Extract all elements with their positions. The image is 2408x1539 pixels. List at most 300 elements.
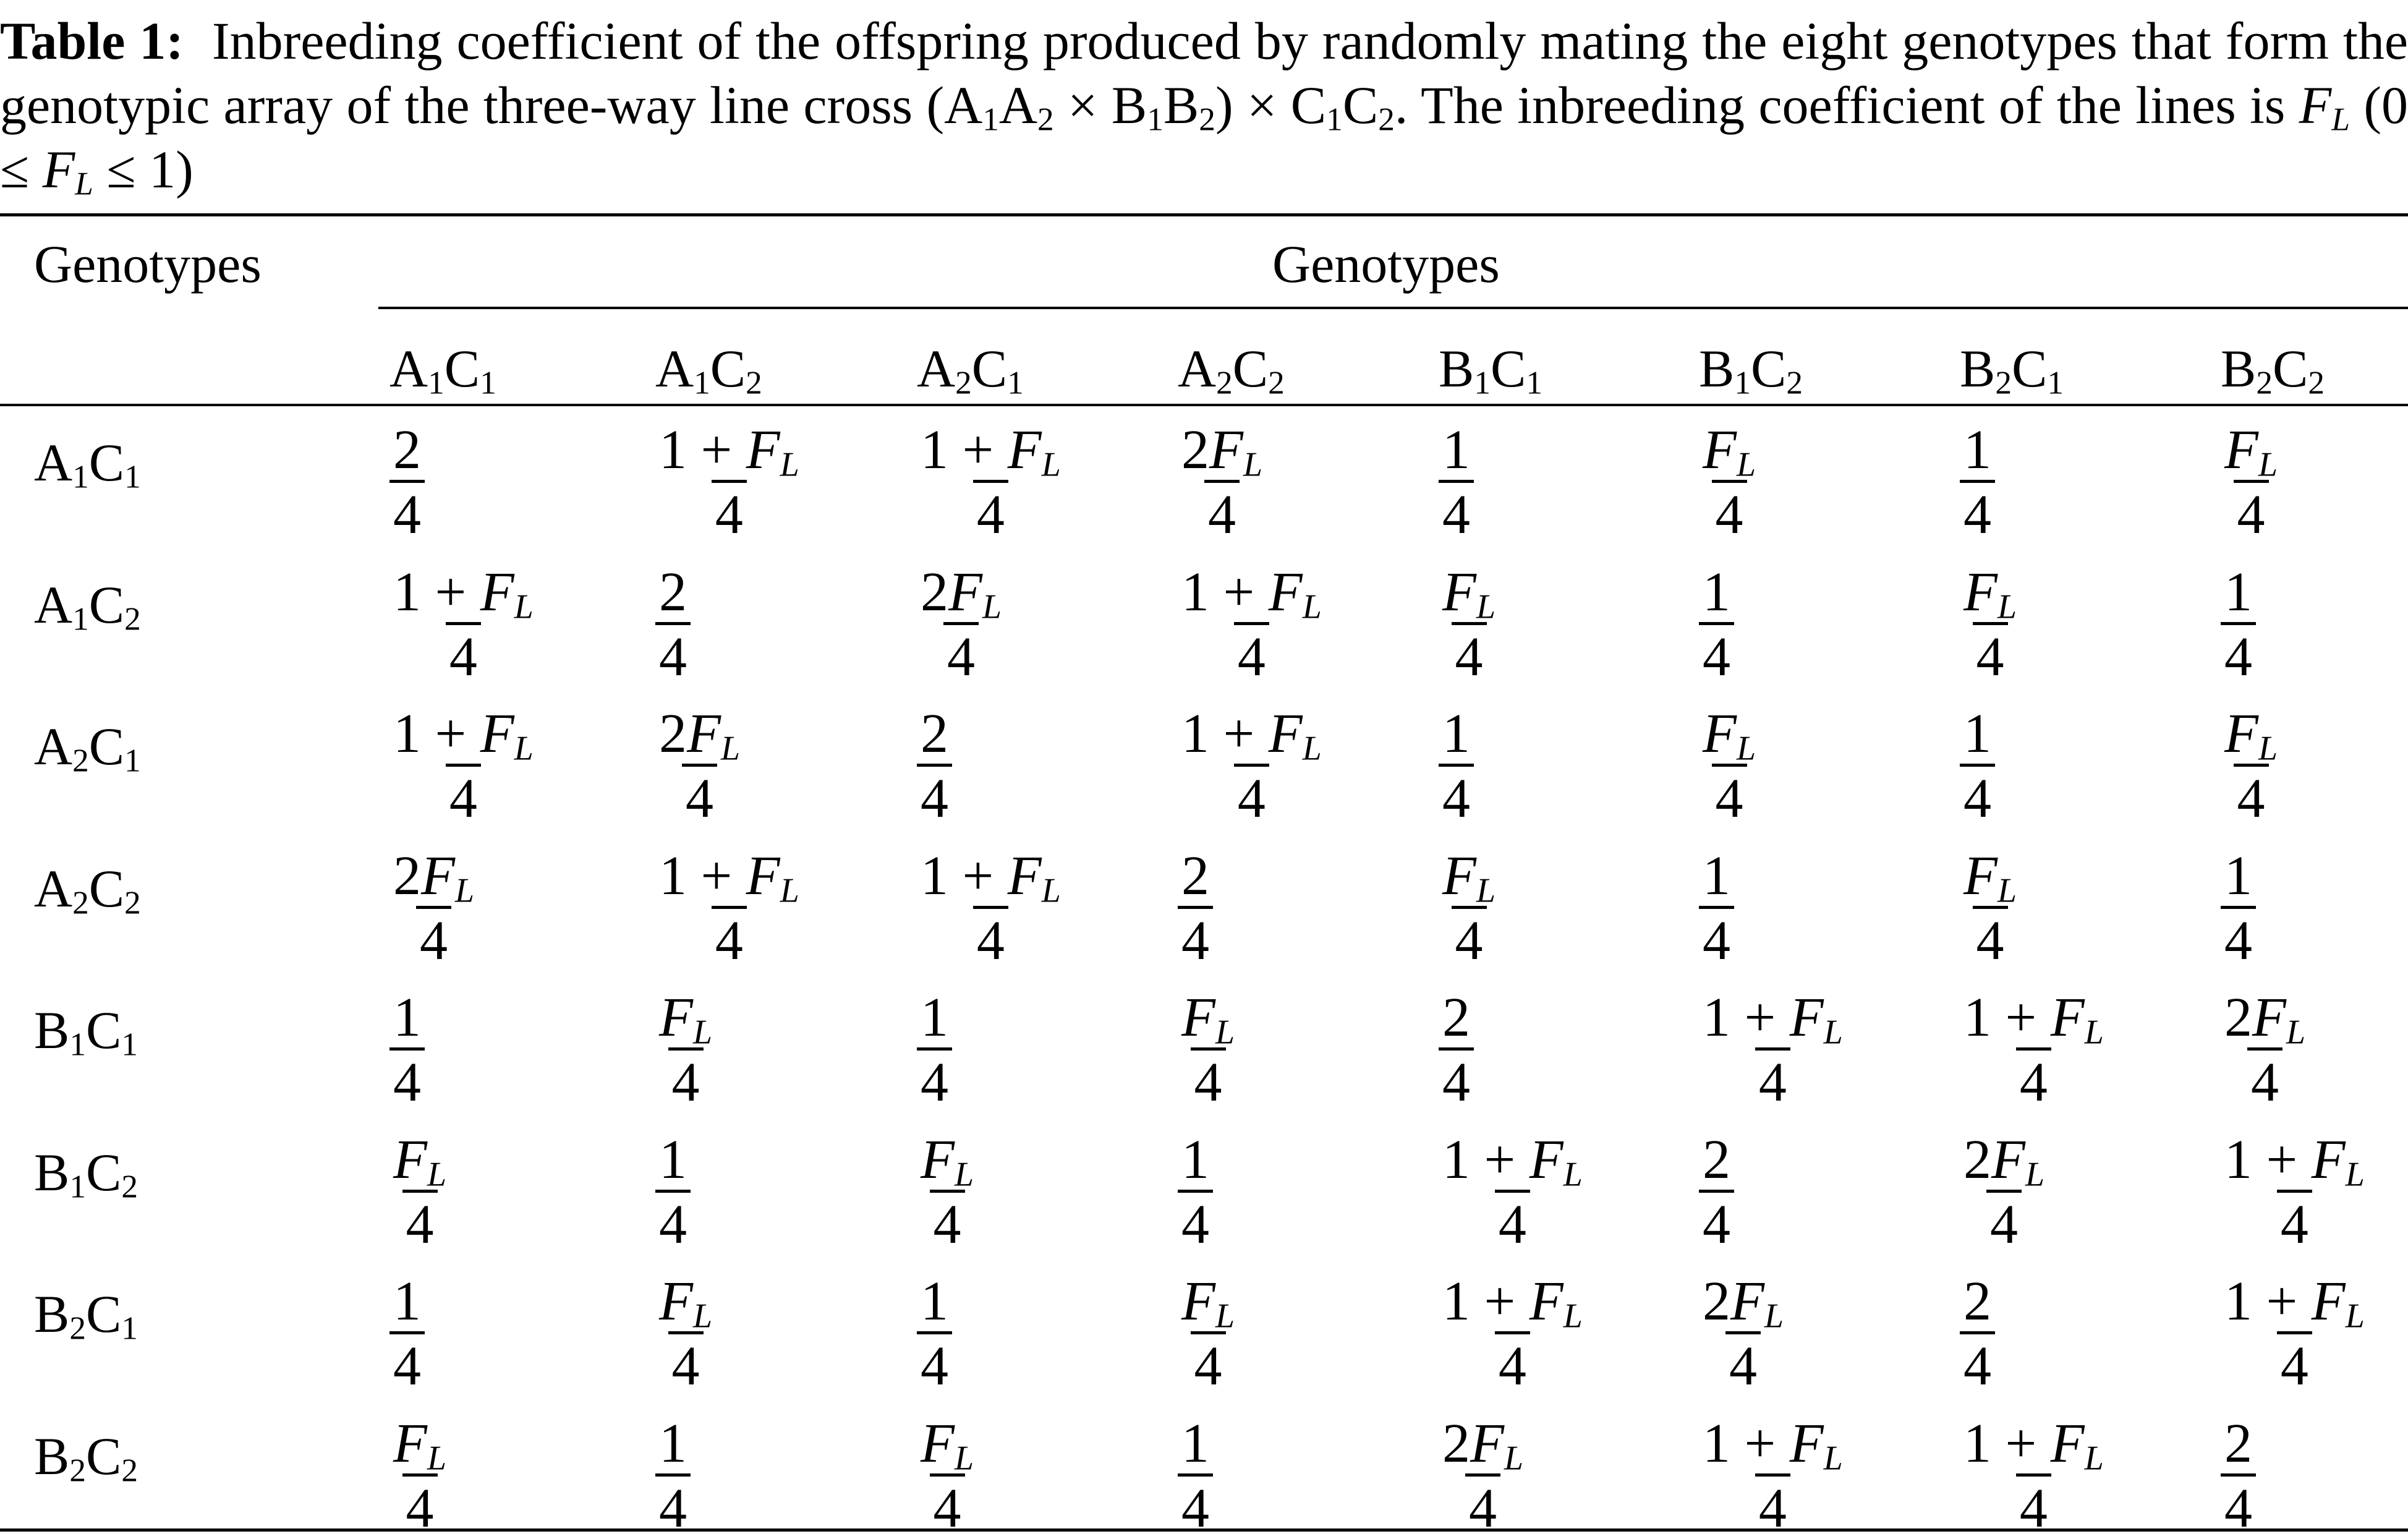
genotype-letter: C	[86, 1284, 122, 1344]
genotype-index: 2	[2308, 364, 2325, 401]
numerator-subscript: L	[692, 1297, 713, 1336]
fraction-denominator: 4	[1495, 1331, 1530, 1396]
numerator-subscript: L	[2084, 1438, 2104, 1477]
numerator-coefficient: 2	[393, 845, 421, 906]
numerator-variable: F	[1963, 561, 1997, 623]
fraction-numerator	[2221, 563, 2256, 622]
fraction-numerator	[1178, 846, 1213, 906]
numerator-subscript: L	[2286, 1013, 2306, 1052]
fraction-numerator	[2221, 846, 2256, 906]
fraction-numerator	[1439, 561, 1499, 626]
row-header	[34, 717, 141, 779]
genotype-index: 1	[69, 1025, 87, 1063]
fraction-denominator: 4	[1755, 1047, 1790, 1112]
fraction-denominator: 4	[416, 906, 451, 971]
fraction-numerator	[2221, 703, 2281, 768]
numerator-variable: F	[1991, 1128, 2025, 1190]
numerator-coefficient: 1 +	[1703, 1412, 1790, 1474]
fraction-numerator	[917, 988, 952, 1047]
fraction-denominator: 4	[917, 764, 952, 829]
genotype-letter: A	[34, 574, 73, 634]
numerator-subscript: L	[982, 587, 1002, 626]
numerator-variable: F	[687, 703, 721, 764]
genotype-letter: B	[34, 1142, 70, 1202]
fraction-numerator	[1439, 704, 1474, 764]
fraction-denominator: 4	[1178, 906, 1213, 971]
numerator-subscript: L	[2258, 729, 2278, 768]
numerator-coefficient: 2	[393, 419, 421, 480]
numerator-coefficient: 1 +	[393, 703, 480, 764]
fraction-numerator	[655, 1271, 716, 1336]
header-bottom-rule	[0, 404, 2408, 406]
fraction-numerator	[1699, 563, 1734, 622]
fraction-numerator	[1960, 420, 1995, 480]
fraction-numerator	[917, 419, 1065, 484]
genotype-letter: B	[1699, 339, 1735, 398]
fraction-numerator	[655, 703, 744, 768]
fraction-denominator: 4	[1452, 906, 1487, 971]
numerator-variable: F	[1789, 1412, 1824, 1474]
table-cell-fraction	[1960, 1414, 2108, 1538]
numerator-coefficient: 1	[1703, 561, 1730, 623]
numerator-variable: F	[948, 561, 982, 623]
row-header	[34, 858, 141, 921]
genotype-index: 1	[72, 458, 89, 495]
table-cell-fraction	[389, 563, 537, 687]
numerator-coefficient: 1 +	[659, 419, 746, 480]
numerator-subscript: L	[1823, 1013, 1843, 1052]
table-cell-fraction	[1439, 988, 1474, 1112]
genotype-letter: A	[1178, 339, 1217, 398]
numerator-coefficient: 2	[1442, 987, 1470, 1048]
column-group-title: Genotypes	[1272, 234, 1500, 294]
caption-label: Table 1:	[0, 11, 184, 70]
table-cell-fraction	[2221, 704, 2281, 829]
fraction-numerator	[1699, 1412, 1847, 1477]
genotype-index: 2	[2256, 364, 2273, 401]
fraction-denominator: 4	[1986, 1190, 2022, 1255]
numerator-variable: F	[1181, 987, 1215, 1048]
numerator-coefficient: 1	[921, 1271, 948, 1332]
column-header	[1960, 339, 2064, 401]
numerator-variable: F	[1268, 561, 1303, 623]
fraction-numerator	[1699, 419, 1759, 484]
fraction-numerator	[655, 1414, 691, 1473]
fraction-numerator	[1960, 704, 1995, 764]
table-cell-fraction	[917, 1130, 977, 1255]
column-header	[655, 339, 762, 401]
column-header	[917, 339, 1024, 401]
fraction-numerator	[1699, 1271, 1787, 1336]
fraction-denominator: 4	[1973, 906, 2008, 971]
genotype-letter: B	[34, 1284, 70, 1344]
numerator-variable: F	[1268, 703, 1303, 764]
numerator-coefficient: 1 +	[1442, 1271, 1529, 1332]
genotype-letter: C	[444, 339, 480, 398]
fraction-denominator: 4	[446, 764, 481, 829]
fraction-numerator	[1960, 845, 2020, 910]
fraction-denominator: 4	[973, 906, 1008, 971]
genotype-letter: A	[34, 433, 73, 492]
row-header	[34, 1142, 138, 1205]
fraction-denominator: 4	[2221, 622, 2256, 687]
fraction-numerator	[389, 988, 425, 1047]
fraction-numerator	[1960, 561, 2020, 626]
table-cell-fraction	[1960, 988, 2108, 1112]
numerator-variable: F	[921, 1128, 955, 1190]
numerator-variable: F	[659, 1271, 693, 1332]
fraction-numerator	[1699, 846, 1734, 906]
genotype-letter: C	[2012, 339, 2048, 398]
table-cell-fraction	[1439, 1272, 1586, 1396]
numerator-coefficient: 1	[921, 987, 948, 1048]
numerator-coefficient: 1	[2224, 845, 2252, 906]
numerator-subscript: L	[720, 729, 741, 768]
fraction-denominator: 4	[2221, 1473, 2256, 1538]
genotype-index: 2	[1268, 364, 1285, 401]
numerator-subscript: L	[427, 1154, 447, 1193]
numerator-coefficient: 1 +	[1181, 703, 1269, 764]
numerator-coefficient: 1	[1963, 419, 1991, 480]
fraction-numerator	[389, 1272, 425, 1331]
numerator-coefficient: 1 +	[2224, 1128, 2312, 1190]
numerator-variable: F	[659, 987, 693, 1048]
genotype-index: 2	[69, 1451, 87, 1489]
table-cell-fraction	[1960, 420, 1995, 545]
column-header	[1699, 339, 1803, 401]
genotype-letter: C	[1232, 339, 1269, 398]
fraction-denominator: 4	[389, 1047, 425, 1112]
table-cell-fraction	[1699, 420, 1759, 545]
table-cell-fraction	[1439, 420, 1474, 545]
numerator-coefficient: 1 +	[659, 845, 746, 906]
fraction-denominator: 4	[446, 622, 481, 687]
numerator-coefficient: 2	[1703, 1271, 1730, 1332]
fraction-denominator: 4	[1973, 622, 2008, 687]
genotype-index: 2	[1216, 364, 1233, 401]
genotype-index: 2	[124, 600, 141, 637]
fraction-numerator	[2221, 1128, 2368, 1193]
numerator-coefficient: 1 +	[921, 845, 1008, 906]
genotype-letter: B	[1439, 339, 1474, 398]
numerator-subscript: L	[2345, 1297, 2365, 1336]
genotype-letter: A	[34, 858, 73, 918]
fraction-numerator	[655, 845, 803, 910]
fraction-denominator: 4	[655, 1473, 691, 1538]
genotype-letter: B	[34, 1000, 70, 1060]
genotype-letter: B	[1960, 339, 1996, 398]
table-cell-fraction	[1439, 704, 1474, 829]
fraction-denominator: 4	[668, 1047, 704, 1112]
fraction-denominator: 4	[1755, 1473, 1790, 1538]
fraction-numerator	[1699, 987, 1847, 1052]
genotype-index: 1	[694, 364, 710, 401]
fraction-denominator: 4	[2277, 1190, 2312, 1255]
fraction-numerator	[655, 1130, 691, 1190]
table-cell-fraction	[2221, 420, 2281, 545]
genotype-letter: A	[389, 339, 428, 398]
table-cell-fraction	[389, 1130, 450, 1255]
numerator-coefficient: 2	[659, 561, 687, 623]
fraction-denominator: 4	[1234, 622, 1269, 687]
numerator-subscript: L	[954, 1154, 974, 1193]
genotype-letter: A	[655, 339, 694, 398]
table-cell-fraction	[917, 563, 1005, 687]
fraction-denominator: 4	[682, 764, 717, 829]
genotype-letter: C	[86, 1142, 122, 1202]
fraction-denominator: 4	[1191, 1047, 1226, 1112]
fraction-numerator	[917, 704, 952, 764]
genotype-index: 1	[2047, 364, 2064, 401]
genotype-index: 2	[124, 884, 141, 921]
fraction-denominator: 4	[1191, 1331, 1226, 1396]
fraction-denominator: 4	[2016, 1047, 2051, 1112]
fraction-numerator	[655, 563, 691, 622]
genotype-index: 2	[72, 741, 89, 779]
genotype-index: 2	[69, 1309, 87, 1347]
fraction-numerator	[1960, 1412, 2108, 1477]
table-cell-fraction	[1699, 846, 1734, 971]
row-header	[34, 1284, 138, 1347]
table-cell-fraction	[389, 1414, 450, 1538]
numerator-coefficient: 2	[1442, 1412, 1470, 1474]
genotype-index: 1	[121, 1309, 138, 1347]
fraction-denominator: 4	[1465, 1473, 1500, 1538]
table-cell-fraction	[2221, 988, 2309, 1112]
numerator-coefficient: 1 +	[1181, 561, 1269, 623]
fraction-denominator: 4	[2234, 480, 2269, 545]
fraction-numerator	[1439, 420, 1474, 480]
fraction-numerator	[1439, 1128, 1586, 1193]
genotype-letter: C	[2273, 339, 2308, 398]
fraction-denominator: 4	[1960, 764, 1995, 829]
table-cell-fraction	[917, 988, 952, 1112]
numerator-subscript: L	[780, 871, 799, 910]
numerator-subscript: L	[1563, 1154, 1583, 1193]
table-cell-fraction	[389, 1272, 425, 1396]
fraction-denominator: 4	[2277, 1331, 2312, 1396]
table-cell-fraction	[1699, 1130, 1734, 1255]
column-header	[1439, 339, 1543, 401]
numerator-variable: F	[1209, 419, 1243, 480]
numerator-subscript: L	[1504, 1438, 1524, 1477]
genotype-index: 1	[1526, 364, 1543, 401]
table-cell-fraction	[1439, 1414, 1527, 1538]
fraction-numerator	[1178, 561, 1325, 626]
fraction-denominator: 4	[1439, 764, 1474, 829]
table-cell-fraction	[1960, 563, 2020, 687]
genotype-index: 2	[72, 884, 89, 921]
table-cell-fraction	[1960, 1272, 1995, 1396]
fraction-numerator	[1439, 1412, 1527, 1477]
fraction-numerator	[1699, 1130, 1734, 1190]
genotype-index: 1	[1007, 364, 1024, 401]
numerator-coefficient: 1	[659, 1128, 687, 1190]
numerator-coefficient: 1 +	[1963, 1412, 2051, 1474]
numerator-variable: F	[1442, 845, 1476, 906]
table-cell-fraction	[1178, 1272, 1238, 1396]
numerator-subscript: L	[780, 445, 799, 484]
numerator-subscript: L	[954, 1438, 974, 1477]
table-cell-fraction	[655, 1414, 691, 1538]
numerator-subscript: L	[1823, 1438, 1843, 1477]
numerator-subscript: L	[692, 1013, 713, 1052]
fraction-denominator: 4	[1178, 1473, 1213, 1538]
numerator-variable: F	[2050, 1412, 2085, 1474]
fraction-denominator: 4	[668, 1331, 704, 1396]
fraction-denominator: 4	[1699, 622, 1734, 687]
numerator-subscript: L	[1041, 871, 1061, 910]
table-cell-fraction	[2221, 1272, 2368, 1396]
genotype-index: 1	[480, 364, 496, 401]
fraction-denominator: 4	[1439, 480, 1474, 545]
table-cell-fraction	[389, 420, 425, 545]
numerator-coefficient: 1	[1442, 703, 1470, 764]
genotype-index: 1	[124, 458, 141, 495]
fraction-numerator	[917, 1272, 952, 1331]
table-cell-fraction	[917, 1272, 952, 1396]
table-cell-fraction	[917, 1414, 977, 1538]
fraction-denominator: 4	[2234, 764, 2269, 829]
fraction-denominator: 4	[2247, 1047, 2282, 1112]
table-top-rule	[0, 213, 2408, 216]
fraction-numerator	[389, 845, 478, 910]
table-cell-fraction	[1699, 1414, 1847, 1538]
numerator-subscript: L	[514, 729, 534, 768]
fraction-numerator	[1960, 1272, 1995, 1331]
table-cell-fraction	[655, 420, 803, 545]
numerator-coefficient: 2	[1703, 1128, 1730, 1190]
fraction-denominator: 4	[1204, 480, 1240, 545]
genotype-index: 2	[121, 1451, 138, 1489]
genotype-letter: C	[88, 574, 125, 634]
fraction-numerator	[1439, 1271, 1586, 1336]
numerator-variable: F	[1963, 845, 1997, 906]
genotype-index: 2	[121, 1167, 138, 1205]
genotype-letter: C	[86, 1426, 122, 1486]
fraction-numerator	[2221, 1414, 2256, 1473]
fraction-numerator	[1960, 987, 2108, 1052]
table-cell-fraction	[1960, 704, 1995, 829]
fraction-denominator: 4	[930, 1190, 965, 1255]
numerator-variable: F	[1789, 987, 1824, 1048]
column-header	[2221, 339, 2325, 401]
genotype-letter: C	[1751, 339, 1787, 398]
row-header-title: Genotypes	[34, 234, 262, 294]
genotype-letter: C	[88, 717, 125, 776]
fraction-denominator: 4	[1699, 906, 1734, 971]
genotype-letter: B	[2221, 339, 2257, 398]
table-cell-fraction	[1699, 1272, 1787, 1396]
numerator-coefficient: 1	[2224, 561, 2252, 623]
fraction-numerator	[2221, 987, 2309, 1052]
numerator-variable: F	[480, 561, 514, 623]
fraction-numerator	[1178, 1414, 1213, 1473]
fraction-denominator: 4	[917, 1331, 952, 1396]
fraction-numerator	[1960, 1128, 2048, 1193]
fraction-numerator	[917, 845, 1065, 910]
fraction-numerator	[1439, 845, 1499, 910]
table-cell-fraction	[655, 1272, 716, 1396]
genotype-letter: C	[971, 339, 1008, 398]
fraction-numerator	[2221, 1271, 2368, 1336]
numerator-variable: F	[1470, 1412, 1504, 1474]
fraction-numerator	[389, 561, 537, 626]
genotype-index: 2	[955, 364, 972, 401]
numerator-coefficient: 2	[2224, 1412, 2252, 1474]
table-cell-fraction	[1699, 563, 1734, 687]
numerator-variable: F	[480, 703, 514, 764]
genotype-index: 1	[121, 1025, 138, 1063]
table-cell-fraction	[1178, 420, 1266, 545]
table-cell-fraction	[389, 704, 537, 829]
numerator-coefficient: 1	[1181, 1128, 1209, 1190]
numerator-coefficient: 1	[393, 987, 421, 1048]
fraction-denominator: 4	[655, 622, 691, 687]
fraction-numerator	[389, 703, 537, 768]
fraction-numerator	[655, 419, 803, 484]
fraction-denominator: 4	[389, 480, 425, 545]
genotype-letter: C	[86, 1000, 122, 1060]
numerator-variable: F	[1730, 1271, 1764, 1332]
genotype-letter: C	[88, 858, 125, 918]
fraction-denominator: 4	[712, 480, 747, 545]
numerator-variable: F	[746, 845, 780, 906]
row-header	[34, 1000, 138, 1063]
numerator-variable: F	[1703, 703, 1737, 764]
table-cell-fraction	[2221, 846, 2256, 971]
numerator-subscript: L	[1243, 445, 1263, 484]
table-cell-fraction	[1699, 988, 1847, 1112]
numerator-coefficient: 1	[1703, 845, 1730, 906]
fraction-denominator: 4	[1234, 764, 1269, 829]
numerator-subscript: L	[1736, 445, 1756, 484]
column-header	[389, 339, 496, 401]
numerator-subscript: L	[1302, 587, 1322, 626]
genotype-letter: C	[1491, 339, 1526, 398]
row-header	[34, 433, 141, 495]
fraction-numerator	[1178, 419, 1266, 484]
fraction-numerator	[389, 1128, 450, 1193]
fraction-numerator	[655, 987, 716, 1052]
table-cell-fraction	[917, 420, 1065, 545]
genotype-letter: C	[710, 339, 746, 398]
table-cell-fraction	[1178, 563, 1325, 687]
column-group-rule	[378, 307, 2408, 309]
genotype-index: 1	[72, 600, 89, 637]
genotype-letter: B	[34, 1426, 70, 1486]
numerator-coefficient: 2	[1963, 1271, 1991, 1332]
numerator-coefficient: 1	[1181, 1412, 1209, 1474]
fraction-denominator: 4	[402, 1190, 438, 1255]
numerator-variable: F	[2311, 1271, 2346, 1332]
numerator-coefficient: 1 +	[1963, 987, 2051, 1048]
genotype-index: 2	[1995, 364, 2012, 401]
genotype-index: 1	[1734, 364, 1751, 401]
table-cell-fraction	[1439, 846, 1499, 971]
genotype-letter: C	[88, 433, 125, 492]
numerator-subscript: L	[2084, 1013, 2104, 1052]
fraction-denominator: 4	[1960, 1331, 1995, 1396]
table-cell-fraction	[2221, 1130, 2368, 1255]
fraction-numerator	[1699, 703, 1759, 768]
table-cell-fraction	[389, 846, 478, 971]
table-cell-fraction	[1699, 704, 1759, 829]
table-cell-fraction	[917, 704, 952, 829]
fraction-denominator: 4	[2016, 1473, 2051, 1538]
fraction-denominator: 4	[1178, 1190, 1213, 1255]
table-cell-fraction	[2221, 563, 2256, 687]
